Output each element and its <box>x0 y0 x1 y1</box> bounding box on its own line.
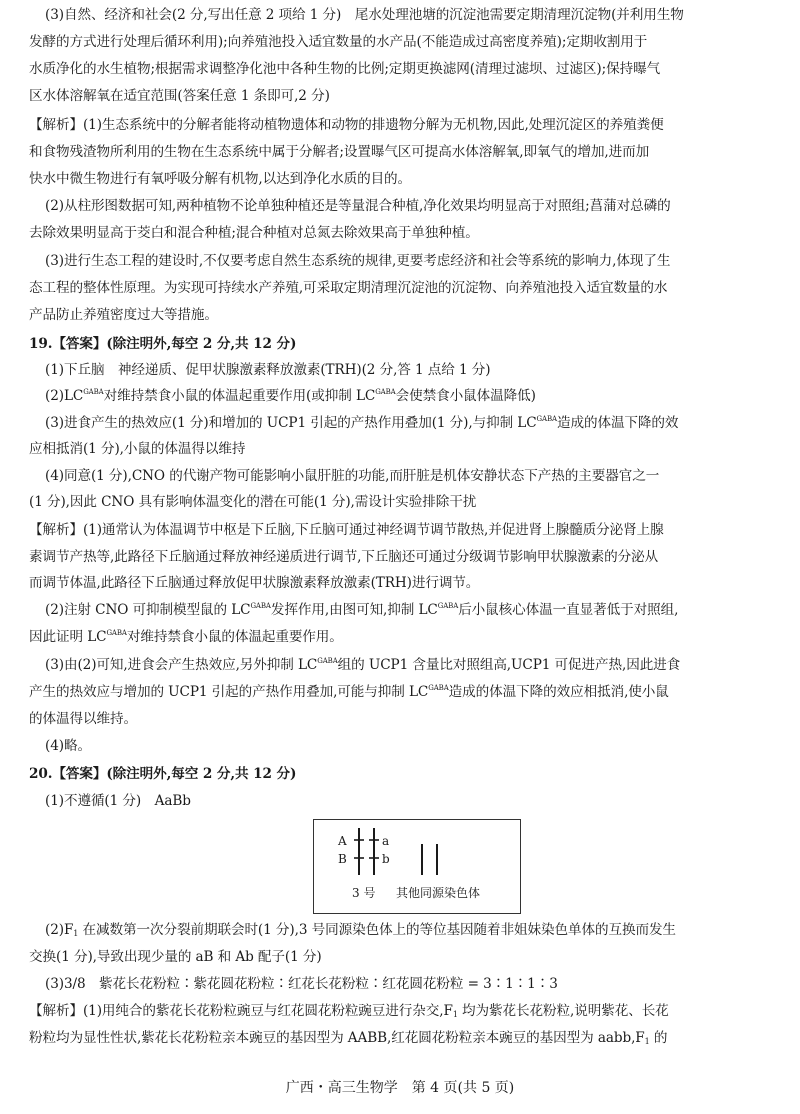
allele-b-label: b <box>382 852 390 866</box>
q19-analysis-1-line3: 而调节体温,此路径下丘脑通过释放促甲状腺激素释放激素(TRH)进行调节。 <box>29 575 480 591</box>
chromosome-3-label: 3 号 <box>352 886 376 900</box>
q18-answer-3-line1: (3)自然、经济和社会(2 分,写出任意 2 项给 1 分) 尾水处理池塘的沉淀池需要定期清理沉淀物(并利用生物 <box>45 7 684 23</box>
q19-analysis-3-line1: (3)由(2)可知,进食会产生热效应,另外抑制 $LC^{GABA}$组的 UCP1 含量比对照组高,UCP1 可促进产热,因此进食 <box>45 657 681 673</box>
q20-analysis-1-line2: 粉粒均为显性性状,紫花长花粉粒亲本豌豆的基因型为 AABB,红花圆花粉粒亲本豌豆的基因型为 $aabb,F_1$ 的 <box>29 1030 668 1046</box>
q19-analysis-3-line3: 的体温得以维持。 <box>29 711 137 727</box>
q19-analysis-2-line2: 因此证明 $LC^{GABA}$对维持禁食小鼠的体温起重要作用。 <box>29 629 343 645</box>
q18-analysis-3-line2: 态工程的整体性原理。为实现可持续水产养殖,可采取定期清理沉淀池的沉淀物、向养殖池投入适宜数量的水 <box>29 280 668 296</box>
q20-answer-2-line1: $(2)F_1$ 在减数第一次分裂前期联会时(1 分),3 号同源染色体上的等位基因随着非姐妹染色单体的互换而发生 <box>45 922 676 938</box>
q18-analysis-1-line1: 【解析】(1)生态系统中的分解者能将动植物遗体和动物的排遗物分解为无机物,因此,处理沉淀区的养殖粪便 <box>29 117 664 133</box>
q19-answer-4-line2: (1 分),因此 CNO 具有影响体温变化的潜在可能(1 分),需设计实验排除干扰 <box>29 494 477 510</box>
q19-analysis-2-line1: (2)注射 CNO 可抑制模型鼠的 $LC^{GABA}$发挥作用,由图可知,抑制 $LC^{GABA}$后小鼠核心体温一直显著低于对照组, <box>45 602 679 618</box>
q18-analysis-2-line2: 去除效果明显高于茭白和混合种植;混合种植对总氮去除效果高于单独种植。 <box>29 225 479 241</box>
q20-answer-1: (1)不遵循(1 分) AaBb <box>45 793 191 809</box>
allele-A-label: A <box>338 834 347 848</box>
q18-analysis-1-line3: 快水中微生物进行有氧呼吸分解有机物,以达到净化水质的目的。 <box>29 171 412 187</box>
q19-analysis-1-line1: 【解析】(1)通常认为体温调节中枢是下丘脑,下丘脑可通过神经调节调节散热,并促进肾上腺髓质分泌肾上腺 <box>29 522 664 538</box>
page-footer: 广西・高三生物学 第 4 页(共 5 页) <box>285 1080 515 1096</box>
q18-analysis-2-line1: (2)从柱形图数据可知,两种植物不论单独种植还是等量混合种植,净化效果均明显高于对照组;菖蒲对总磷的 <box>45 198 671 214</box>
q19-answer-1: (1)下丘脑 神经递质、促甲状腺激素释放激素(TRH)(2 分,答 1 点给 1 分) <box>45 362 491 378</box>
q18-analysis-3-line3: 产品防止养殖密度过大等措施。 <box>29 307 218 323</box>
q20-answer-2-line2: 交换(1 分),导致出现少量的 aB 和 Ab 配子(1 分) <box>29 949 322 965</box>
q19-answer-3-line1: (3)进食产生的热效应(1 分)和增加的 UCP1 引起的产热作用叠加(1 分),与抑制 $LC^{GABA}$造成的体温下降的效 <box>45 415 679 431</box>
q20-analysis-1-line1: 【解析】(1)用纯合的紫花长花粉粒豌豆与红花圆花粉粒豌豆进行杂交$,F_1$ 均为紫花长花粉粒,说明紫花、长花 <box>29 1003 669 1019</box>
other-chromosome-label: 其他同源染色体 <box>396 886 481 900</box>
q19-analysis-4: (4)略。 <box>45 738 91 754</box>
q20-header: 20.【答案】(除注明外,每空 2 分,共 12 分) <box>29 766 297 782</box>
q18-analysis-1-line2: 和食物残渣物所利用的生物在生态系统中属于分解者;设置曝气区可提高水体溶解氧,即氧气的增加,进而加 <box>29 144 650 160</box>
q19-analysis-3-line2: 产生的热效应与增加的 UCP1 引起的产热作用叠加,可能与抑制 $LC^{GABA}$造成的体温下降的效应相抵消,使小鼠 <box>29 684 669 700</box>
q19-analysis-1-line2: 素调节产热等,此路径下丘脑通过释放神经递质进行调节,下丘脑还可通过分级调节影响甲状腺激素的分泌从 <box>29 549 659 565</box>
q19-answer-4-line1: (4)同意(1 分),CNO 的代谢产物可能影响小鼠肝脏的功能,而肝脏是机体安静状态下产热的主要器官之一 <box>45 468 660 484</box>
q18-answer-3-line4: 区水体溶解氧在适宜范围(答案任意 1 条即可,2 分) <box>29 88 330 104</box>
q19-answer-3-line2: 应相抵消(1 分),小鼠的体温得以维持 <box>29 441 246 457</box>
q18-analysis-3-line1: (3)进行生态工程的建设时,不仅要考虑自然生态系统的规律,更要考虑经济和社会等系统的影响力,体现了生 <box>45 253 671 269</box>
chromosome-figure <box>313 819 521 914</box>
q18-answer-3-line2: 发酵的方式进行处理后循环利用);向养殖池投入适宜数量的水产品(不能造成过高密度养殖);定期收割用于 <box>29 34 648 50</box>
allele-a-label: a <box>382 834 390 848</box>
q18-answer-3-line3: 水质净化的水生植物;根据需求调整净化池中各种生物的比例;定期更换滤网(清理过滤坝、过滤区);保持曝气 <box>29 61 661 77</box>
q19-answer-2: $(2)LC^{GABA}$对维持禁食小鼠的体温起重要作用(或抑制 $LC^{GABA}$会使禁食小鼠体温降低) <box>45 388 536 404</box>
allele-B-label: B <box>338 852 347 866</box>
q20-answer-3: (3)3/8 紫花长花粉粒∶紫花圆花粉粒∶红花长花粉粒∶红花圆花粉粒 = 3∶1∶1∶3 <box>45 976 558 992</box>
q19-header: 19.【答案】(除注明外,每空 2 分,共 12 分) <box>29 336 297 352</box>
